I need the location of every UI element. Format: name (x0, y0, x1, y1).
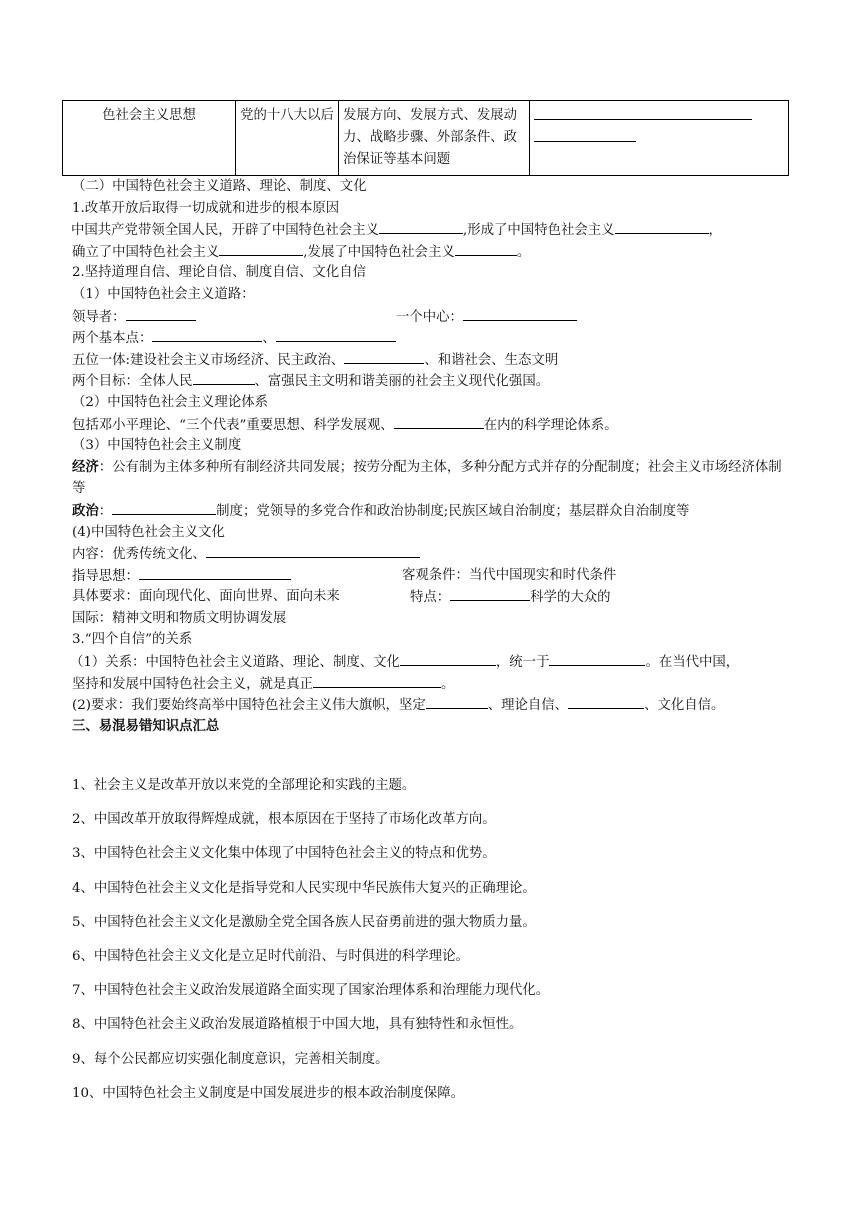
blank-line (455, 241, 517, 256)
economy-line: 经济：公有制为主体多种所有制经济共同发展；按劳分配为主体，多种分配方式并存的分配制度；社会主义市场经济体制等 (72, 458, 782, 497)
table-row (63, 101, 789, 176)
section-heading: （二）中国特色社会主义道路、理论、制度、文化 (72, 179, 367, 194)
section-three-heading: 三、易混易错知识点汇总 (72, 718, 220, 734)
table-cell-thought: 色社会主义思想 (63, 101, 236, 176)
fill-in-line: （1）关系：中国特色社会主义道路、理论、制度、文化 ，统一于 。在当代中国， (70, 651, 794, 673)
blank-line (152, 327, 262, 342)
table-cell-period: 党的十八大以后 (236, 101, 339, 176)
fill-in-line: 两个基本点： 、 (72, 327, 794, 349)
blank-line (344, 349, 424, 364)
list-item: 7、中国特色社会主义政治发展道路全面实现了国家治理体系和治理能力现代化。 (72, 983, 550, 999)
section-two (72, 176, 794, 737)
politics-line: 政治： 制度；党领导的多党合作和政治协制度;民族区域自治制度；基层群众自治制度等 (72, 500, 794, 522)
blank-line (313, 673, 441, 688)
blank-line (112, 500, 216, 515)
subheading: （3）中国特色社会主义制度 (72, 438, 242, 454)
blank-line (400, 651, 496, 666)
blank-line (193, 370, 255, 385)
blank-line (534, 127, 636, 142)
list-item: 9、每个公民都应切实强化制度意识，完善相关制度。 (72, 1051, 389, 1067)
blank-line (394, 414, 484, 429)
thought-table (62, 100, 789, 176)
blank-line (568, 694, 644, 709)
table-cell-issues: 发展方向、发展方式、发展动力、战略步骤、外部条件、政治保证等基本问题 (339, 101, 530, 176)
blank-line (206, 543, 420, 558)
list-item: 3、中国特色社会主义文化集中体现了中国特色社会主义的特点和优势。 (72, 846, 496, 862)
paragraph-title: 1.改革开放后取得一切成就和进步的根本原因 (72, 200, 340, 216)
fill-in-line: 中国共产党带领全国人民，开辟了中国特色社会主义 ,形成了中国特色社会主义 ， (71, 219, 794, 241)
list-item: 2、中国改革开放取得辉煌成就，根本原因在于坚持了市场化改革方向。 (72, 812, 496, 828)
fill-in-line: (2)要求：我们要始终高举中国特色社会主义伟大旗帜，坚定 、理论自信、 、文化自信。 (72, 694, 794, 716)
table-cell-blank (530, 101, 789, 176)
subheading: (4)中国特色社会主义文化 (72, 524, 225, 540)
fill-in-line: 确立了中国特色社会主义 ,发展了中国特色社会主义 。 (72, 241, 794, 263)
fill-in-line: 具体要求：面向现代化、面向世界、面向未来 特点： 科学的大众的 (72, 586, 794, 608)
fill-in-line: 两个目标：全体人民 、富强民主文明和谐美丽的社会主义现代化强国。 (72, 370, 794, 392)
mistake-list (72, 776, 794, 1118)
paragraph-title: 2.坚持道理自信、理论自信、制度自信、文化自信 (72, 265, 366, 281)
fill-in-line: 包括邓小平理论、“三个代表”重要思想、科学发展观、 在内的科学理论体系。 (72, 414, 794, 436)
list-item: 10、中国特色社会主义制度是中国发展进步的根本政治制度保障。 (72, 1085, 464, 1101)
subheading: （1）中国特色社会主义道路： (72, 286, 255, 302)
blank-line (615, 219, 709, 234)
blank-line (534, 105, 752, 120)
blank-line (426, 694, 488, 709)
blank-line (450, 586, 530, 601)
list-item: 1、社会主义是改革开放以来党的全部理论和实践的主题。 (72, 778, 416, 793)
blank-line (463, 306, 577, 321)
blank-line (549, 651, 645, 666)
list-item: 4、中国特色社会主义文化是指导党和人民实现中华民族伟大复兴的正确理论。 (72, 880, 536, 896)
intl-line: 国际：精神文明和物质文明协调发展 (72, 610, 287, 626)
list-item: 8、中国特色社会主义政治发展道路植根于中国大地，具有独特性和永恒性。 (72, 1017, 523, 1033)
fill-in-line: 内容：优秀传统文化、 (72, 543, 794, 565)
blank-line (139, 565, 291, 580)
fill-in-line: 指导思想： 客观条件：当代中国现实和时代条件 (72, 565, 794, 587)
fill-in-line: 领导者： 一个中心： (72, 306, 794, 328)
paragraph-title: 3.“四个自信”的关系 (72, 632, 193, 648)
fill-in-line: 五位一体:建设社会主义市场经济、民主政治、 、和谐社会、生态文明 (72, 349, 794, 371)
blank-line (379, 219, 463, 234)
blank-line (126, 306, 196, 321)
blank-line (219, 241, 303, 256)
list-item: 5、中国特色社会主义文化是激励全党全国各族人民奋勇前进的强大物质力量。 (72, 914, 536, 930)
fill-in-line: 坚持和发展中国特色社会主义，就是真正 。 (72, 673, 794, 695)
list-item: 6、中国特色社会主义文化是立足时代前沿、与时俱进的科学理论。 (72, 948, 469, 964)
blank-line (276, 327, 396, 342)
subheading: （2）中国特色社会主义理论体系 (72, 394, 268, 410)
